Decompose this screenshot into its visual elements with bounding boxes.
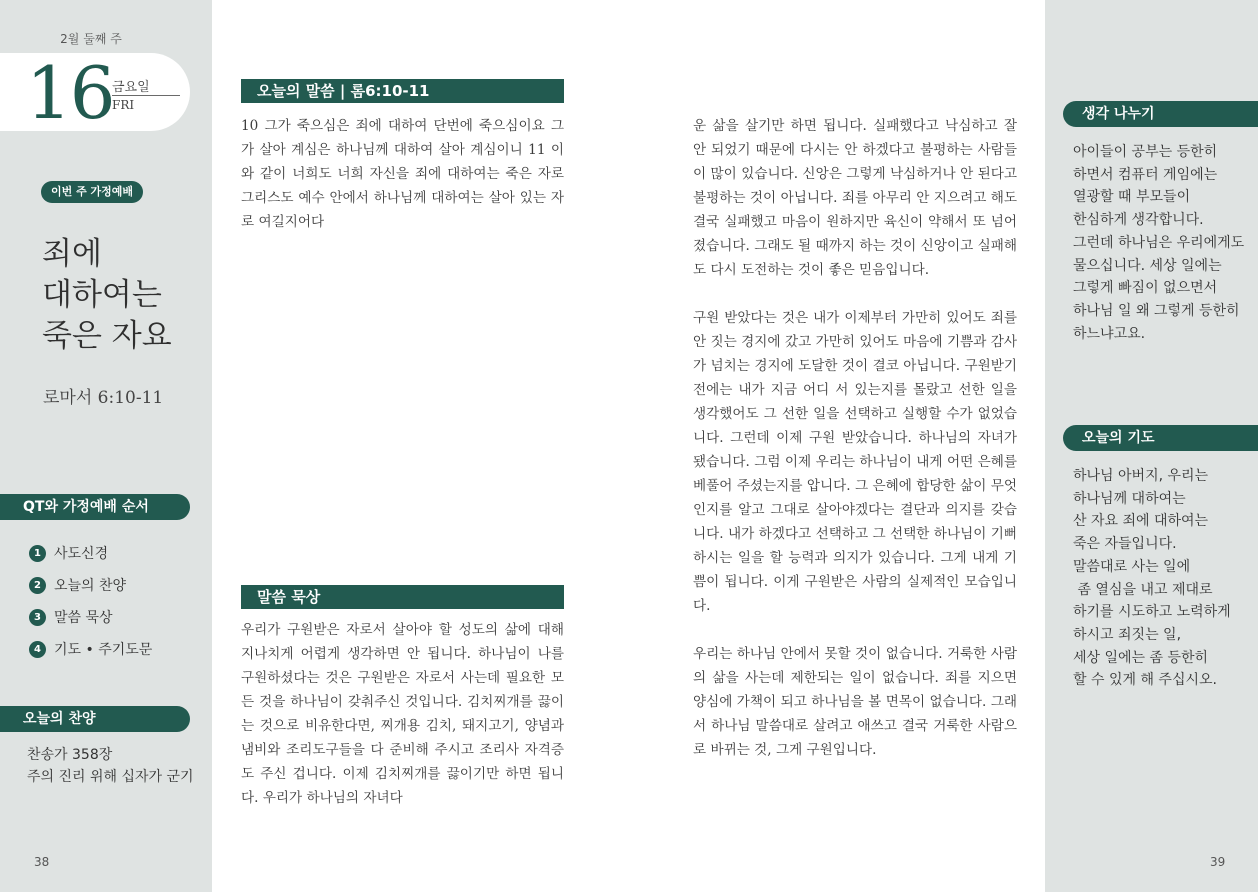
week-label: 2월 둘째 주 [60, 32, 122, 46]
day-number: 16 [26, 51, 114, 135]
order-item [29, 543, 108, 563]
meditation-continued [693, 114, 1017, 786]
share-text: 아이들이 공부는 등한히 하면서 컴퓨터 게임에는 열광할 때 부모들이 한심하게 생각합니다. 그런데 하나님은 우리에게도 물으십니다. 세상 일에는 그렇게 빠짐이 없으면서 하나님 일 왜 그렇게 등한히 하느냐고요. [1073, 144, 1245, 342]
order-item-label: 기도 • 주기도문 [54, 642, 153, 658]
order-item-label: 말씀 묵상 [54, 610, 113, 626]
share-heading: 생각 나누기 [1063, 101, 1258, 127]
paragraph: 우리는 하나님 안에서 못할 것이 없습니다. 거룩한 사람의 삶을 사는데 제한되는 일이 없습니다. 죄를 지으면 양심에 가책이 되고 하나님을 볼 면목이 없습니다. 그래서 하나님 말씀대로 살려고 애쓰고 결국 거룩한 사람으로 바뀌는 것, 그게 구원입니다. [693, 646, 1017, 758]
sermon-reference: 로마서 6:10-11 [43, 388, 164, 408]
order-item-label: 오늘의 찬양 [54, 578, 127, 594]
sermon-title: 죄에 대하여는 죽은 자요 [42, 236, 172, 354]
hymn-number: 찬송가 358장 [27, 747, 113, 763]
number-badge: 3 [29, 609, 46, 626]
meditation-text: 우리가 구원받은 자로서 살아야 할 성도의 삶에 대해 지나치게 어렵게 생각하면 안 됩니다. 하나님이 나를 구원하셨다는 것은 구원받은 자로서 사는데 필요한 모든 것을 하나님이 갖춰주신 것입니다. 김치찌개를 끓이는 것으로 비유한다면, 찌개용 김치, 돼지고기, 양념과 냄비와 조리도구들을 다 준비해 주시고 조리사 자격증도 주신 겁니다. 이제 김치찌개를 끓이기만 하면 됩니다. 우리가 하나님의 자녀다 [241, 622, 564, 806]
scripture-text: 10 그가 죽으심은 죄에 대하여 단번에 죽으심이요 그가 살아 계심은 하나님께 대하여 살아 계심이니 11 이와 같이 너희도 너희 자신을 죄에 대하여는 죽은 자로 그리스도 예수 안에서 하나님께 대하여는 살아 있는 자로 여길지어다 [241, 118, 564, 230]
number-badge: 1 [29, 545, 46, 562]
page-number-right: 39 [1210, 855, 1226, 869]
order-item-label: 사도신경 [54, 546, 109, 562]
meditation-heading: 말씀 묵상 [241, 585, 564, 609]
order-item [29, 575, 126, 595]
number-badge: 4 [29, 641, 46, 658]
page-number-left: 38 [34, 855, 50, 869]
paragraph: 구원 받았다는 것은 내가 이제부터 가만히 있어도 죄를 안 짓는 경지에 갔고 가만히 있어도 마음에 기쁨과 감사가 넘치는 경지에 도달한 것이 결코 아닙니다. 구원받기 전에는 내가 지금 어디 서 있는지를 몰랐고 선한 일을 생각했어도 그 선한 일을 선택하고 실행할 수가 없었습니다. 그런데 이제 구원 받았습니다. 하나님의 자녀가 됐습니다. 그럼 이제 우리는 하나님이 내게 어떤 은혜를 베풀어 주셨는지를 압니다. 그 은혜에 합당한 삶이 무엇인지를 알고 그대로 살아야겠다는 결단과 의지를 갖습니다. 내가 하겠다고 선택하고 그 선택한 하나님이 기뻐하시는 일을 할 능력과 의지가 있습니다. 그게 내게 기쁨이 됩니다. 이게 구원받은 사람의 실제적인 모습입니다. [693, 310, 1017, 614]
date-divider [112, 95, 180, 96]
sermon-chip: 이번 주 가정예배 [41, 181, 143, 203]
prayer-text: 하나님 아버지, 우리는 하나님께 대하여는 산 자요 죄에 대하여는 죽은 자들입니다. 말씀대로 사는 일에 좀 열심을 내고 제대로 하기를 시도하고 노력하게 하시고 죄짓는 일, 세상 일에는 좀 등한히 할 수 있게 해 주십시오. [1073, 468, 1231, 689]
word-heading: 오늘의 말씀 | 롬6:10-11 [241, 79, 564, 103]
prayer-heading: 오늘의 기도 [1063, 425, 1258, 451]
hymn-heading: 오늘의 찬양 [0, 706, 190, 732]
order-heading: QT와 가정예배 순서 [0, 494, 190, 520]
paragraph: 운 삶을 살기만 하면 됩니다. 실패했다고 낙심하고 잘 안 되었기 때문에 다시는 안 하겠다고 불평하는 사람들이 많이 있습니다. 신앙은 그렇게 낙심하거나 안 된다고 불평하는 것이 아닙니다. 죄를 아무리 안 지으려고 해도 결국 실패했고 마음이 원하지만 육신이 약해서 또 넘어졌습니다. 그래도 될 때까지 하는 것이 신앙이고 실패해도 다시 도전하는 것이 좋은 믿음입니다. [693, 118, 1017, 278]
order-item [29, 639, 152, 659]
day-english: FRI [112, 98, 135, 112]
order-item [29, 607, 113, 627]
number-badge: 2 [29, 577, 46, 594]
hymn-name: 주의 진리 위해 십자가 군기 [27, 769, 194, 785]
day-korean: 금요일 [112, 80, 150, 95]
